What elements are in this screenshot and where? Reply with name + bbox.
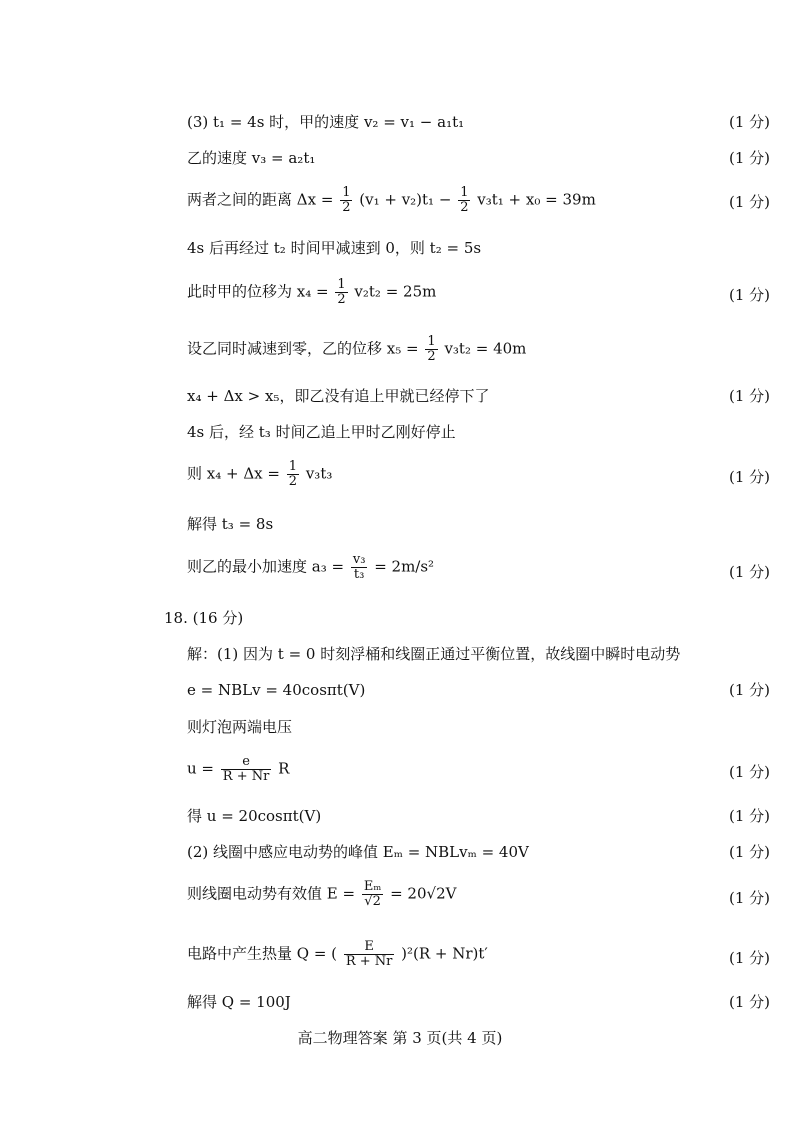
line-text: = 20√2V [390,884,457,903]
fraction [458,186,470,215]
line-q-result [187,992,770,1012]
line-text: 4s 后，经 t₃ 时间乙追上甲时乙刚好停止 [187,423,456,441]
score: (1 分) [728,149,770,167]
line-effective-emf [187,880,770,909]
line-text: )²(R + Nr)t′ [401,944,488,963]
fraction [344,940,395,969]
line-text: 两者之间的距离 Δx = [187,190,334,209]
fraction-numerator: 1 [337,277,346,292]
line-text: 得 u = 20cosπt(V) [187,807,322,825]
line-text: 则乙的最小加速度 a₃ = [187,557,345,576]
fraction-denominator: t₃ [353,567,365,582]
line-text: 设乙同时减速到零，乙的位移 x₅ = [187,339,419,358]
fraction [287,460,299,489]
fraction-denominator: 2 [427,349,436,364]
line-text: v₃t₃ [305,464,333,483]
fraction-denominator: 2 [342,200,351,215]
score: (1 分) [728,563,770,581]
score: (1 分) [728,843,770,861]
line-solution-intro [187,644,770,664]
line-t2 [187,238,770,258]
score: (1 分) [728,889,770,907]
fraction [340,186,352,215]
score: (1 分) [728,763,770,781]
score: (1 分) [728,993,770,1011]
score: (1 分) [728,807,770,825]
fraction-numerator: 1 [460,185,469,200]
line-text: (2) 线圈中感应电动势的峰值 Eₘ = NBLvₘ = 40V [187,843,529,861]
line-text: 18. (16 分) [164,609,244,627]
fraction [425,335,437,364]
line-text: e = NBLv = 40cosπt(V) [187,681,366,699]
line-text: 解得 Q = 100J [187,993,291,1011]
line-text: 则灯泡两端电压 [187,718,293,736]
line-min-accel [187,553,770,582]
line-text: 乙的速度 v₃ = a₂t₁ [187,149,316,167]
line-text: v₃t₁ + x₀ = 39m [477,190,596,209]
fraction-denominator: 2 [337,292,346,307]
line-distance [187,186,770,215]
line-x4 [187,278,770,307]
score: (1 分) [728,113,770,131]
fraction-numerator: v₃ [352,552,366,567]
fraction-denominator: 2 [288,474,298,489]
line-text: 则 x₄ + Δx = [187,464,280,483]
line-text: u = [187,759,214,778]
line-text: v₃t₂ = 40m [444,339,527,358]
fraction-denominator: √2 [364,894,381,909]
fraction-numerator: 1 [288,459,298,474]
score: (1 分) [728,387,770,405]
fraction-numerator: 1 [427,334,436,349]
line-3-part3 [187,112,770,132]
score: (1 分) [728,468,770,486]
line-u-result [187,806,770,826]
question-18-header [164,608,770,628]
fraction-denominator: 2 [460,200,469,215]
page-footer: 高二物理答案 第 3 页(共 4 页) [297,1029,503,1047]
fraction-numerator: 1 [342,185,351,200]
score: (1 分) [728,681,770,699]
fraction-denominator: R + Nr [222,769,270,784]
line-t3 [187,422,770,442]
line-text: 解：(1) 因为 t = 0 时刻浮桶和线圈正通过平衡位置，故线圈中瞬时电动势 [187,645,681,663]
line-text: (v₁ + v₂)t₁ − [359,190,452,209]
line-x5 [187,335,770,364]
line-text: (3) t₁ = 4s 时，甲的速度 v₂ = v₁ − a₁t₁ [187,113,465,131]
line-text: 此时甲的位移为 x₄ = [187,282,329,301]
fraction [335,278,347,307]
line-text: 4s 后再经过 t₂ 时间甲减速到 0，则 t₂ = 5s [187,239,482,257]
line-text: 电路中产生热量 Q = ( [187,944,338,963]
line-compare [187,386,770,406]
fraction-denominator: R + Nr [345,954,393,969]
line-u-formula [187,755,770,784]
line-text: = 2m/s² [374,557,435,576]
score: (1 分) [728,193,770,211]
line-text: 则线圈电动势有效值 E = [187,884,356,903]
score: (1 分) [728,286,770,304]
line-bulb-voltage [187,717,770,737]
fraction-numerator: E [344,940,395,955]
fraction [221,755,272,784]
fraction [351,553,368,582]
fraction [362,880,383,909]
fraction-numerator: e [221,755,272,770]
line-t3-result [187,514,770,534]
line-equation [187,460,770,489]
line-emf [187,680,770,700]
line-heat [187,940,770,969]
fraction-numerator: Eₘ [363,879,382,894]
line-text: x₄ + Δx > x₅，即乙没有追上甲就已经停下了 [187,387,490,405]
line-b-speed [187,148,770,168]
line-peak-emf [187,842,770,862]
line-text: v₂t₂ = 25m [354,282,437,301]
line-text: R [278,759,290,778]
score: (1 分) [728,949,770,967]
line-text: 解得 t₃ = 8s [187,515,274,533]
